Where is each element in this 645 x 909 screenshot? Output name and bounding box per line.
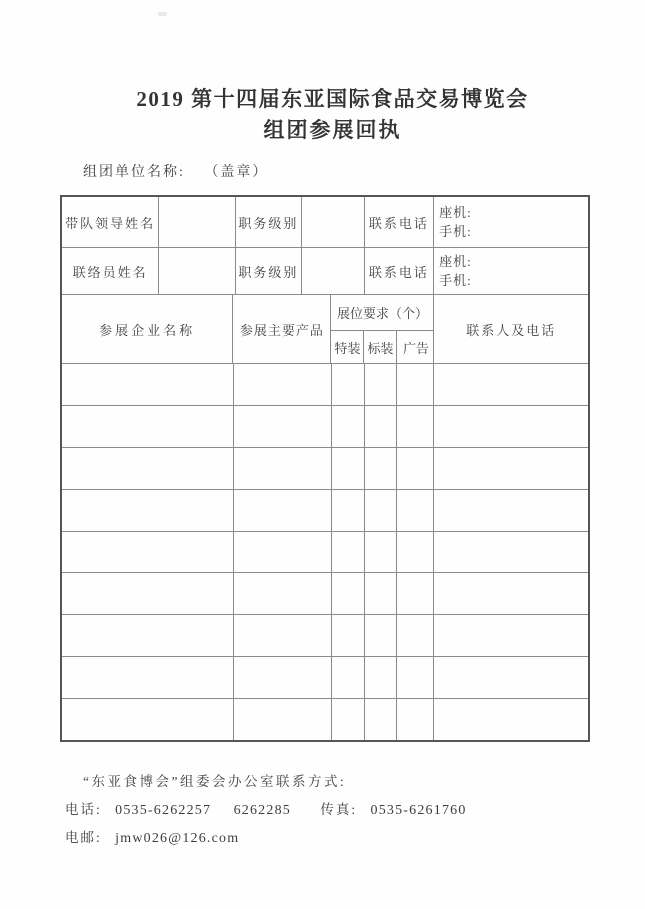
footer-phone-line [65, 798, 467, 819]
empty-cell [234, 657, 332, 698]
empty-cell [332, 699, 365, 740]
table-row [62, 699, 588, 740]
empty-cell [62, 615, 234, 656]
empty-cell [365, 532, 398, 573]
empty-cell [62, 364, 234, 405]
empty-cell [62, 532, 234, 573]
empty-cell [234, 615, 332, 656]
empty-cell [397, 615, 434, 656]
booth-requirement-header: 展位要求（个） [331, 295, 433, 331]
empty-cell [332, 490, 365, 531]
leader-landline-label: 座机: [439, 204, 472, 220]
empty-cell [365, 615, 398, 656]
empty-cell [434, 448, 588, 489]
liaison-name-label: 联络员姓名 [62, 248, 159, 294]
empty-cell [434, 699, 588, 740]
liaison-rank-label: 职务级别 [236, 248, 303, 294]
empty-cell [365, 364, 398, 405]
table-row [62, 364, 588, 406]
empty-cell [397, 364, 434, 405]
leader-mobile-label: 手机: [439, 224, 472, 239]
booth-requirement-group [331, 295, 434, 363]
empty-cell [234, 448, 332, 489]
footer-contact-heading: “东亚食博会”组委会办公室联系方式: [83, 774, 347, 789]
unit-name-line [83, 161, 268, 181]
liaison-rank-blank-cell [302, 248, 365, 294]
empty-cell [234, 532, 332, 573]
empty-cell [434, 532, 588, 573]
unit-name-label: 组团单位名称: [83, 165, 185, 180]
empty-cell [397, 448, 434, 489]
liaison-phone-label: 联系电话 [365, 248, 434, 294]
contact-column-header: 联系人及电话 [466, 322, 557, 338]
scan-artifact [158, 12, 167, 16]
empty-cell [434, 406, 588, 447]
phone-label: 电话: [65, 802, 102, 817]
company-column-header: 参展企业名称 [62, 295, 233, 363]
empty-cell [397, 406, 434, 447]
empty-cell [62, 490, 234, 531]
phone-number-2: 6262285 [233, 803, 291, 818]
leader-rank-label: 职务级别 [236, 197, 303, 247]
email-label: 电邮: [65, 830, 102, 845]
leader-phone-label: 联系电话 [365, 197, 434, 247]
liaison-landline-label: 座机: [439, 253, 472, 269]
leader-name-blank-cell [159, 197, 235, 247]
table-row [62, 657, 588, 699]
booth-type-standard-header: 标装 [364, 331, 397, 363]
table-body [62, 364, 588, 740]
empty-cell [234, 573, 332, 614]
table-row [62, 573, 588, 615]
empty-cell [62, 573, 234, 614]
products-column-header: 参展主要产品 [233, 295, 331, 363]
empty-cell [365, 490, 398, 531]
empty-cell [332, 573, 365, 614]
empty-cell [434, 490, 588, 531]
fax-number: 0535-6261760 [370, 803, 467, 818]
table-row [62, 448, 588, 490]
leader-phone-blank-cell [434, 197, 588, 247]
fax-label: 传真: [320, 802, 358, 817]
registration-table [60, 195, 590, 742]
table-row [62, 532, 588, 574]
leader-name-label: 带队领导姓名 [62, 197, 159, 247]
empty-cell [234, 364, 332, 405]
empty-cell [397, 490, 434, 531]
form-title-line1: 2019 第十四届东亚国际食品交易博览会 [136, 87, 529, 111]
empty-cell [365, 573, 398, 614]
leader-rank-blank-cell [302, 197, 365, 247]
liaison-phone-blank-cell [434, 248, 588, 294]
leader-row [62, 197, 588, 248]
empty-cell [365, 699, 398, 740]
table-header-row [62, 295, 588, 364]
empty-cell [365, 406, 398, 447]
phone-number-1: 0535-6262257 [115, 803, 212, 818]
form-title [0, 84, 645, 146]
liaison-row [62, 248, 588, 295]
empty-cell [62, 657, 234, 698]
empty-cell [234, 699, 332, 740]
liaison-mobile-label: 手机: [439, 273, 472, 288]
empty-cell [234, 406, 332, 447]
empty-cell [332, 532, 365, 573]
empty-cell [397, 657, 434, 698]
empty-cell [365, 448, 398, 489]
liaison-name-blank-cell [159, 248, 235, 294]
empty-cell [332, 448, 365, 489]
form-title-line2: 组团参展回执 [263, 118, 402, 142]
empty-cell [332, 364, 365, 405]
table-row [62, 406, 588, 448]
empty-cell [62, 699, 234, 740]
email-address: jmw026@126.com [115, 831, 240, 846]
empty-cell [332, 615, 365, 656]
empty-cell [397, 699, 434, 740]
empty-cell [434, 364, 588, 405]
empty-cell [397, 573, 434, 614]
empty-cell [365, 657, 398, 698]
booth-type-custom-header: 特装 [331, 331, 364, 363]
booth-subheaders [331, 331, 433, 363]
table-row [62, 490, 588, 532]
booth-type-ad-header: 广告 [402, 340, 429, 356]
table-row [62, 615, 588, 657]
footer-email-line [65, 826, 239, 847]
empty-cell [62, 406, 234, 447]
empty-cell [332, 406, 365, 447]
empty-cell [434, 615, 588, 656]
seal-hint-label: （盖章） [204, 165, 269, 180]
empty-cell [332, 657, 365, 698]
empty-cell [234, 490, 332, 531]
empty-cell [434, 573, 588, 614]
empty-cell [62, 448, 234, 489]
empty-cell [397, 532, 434, 573]
empty-cell [434, 657, 588, 698]
